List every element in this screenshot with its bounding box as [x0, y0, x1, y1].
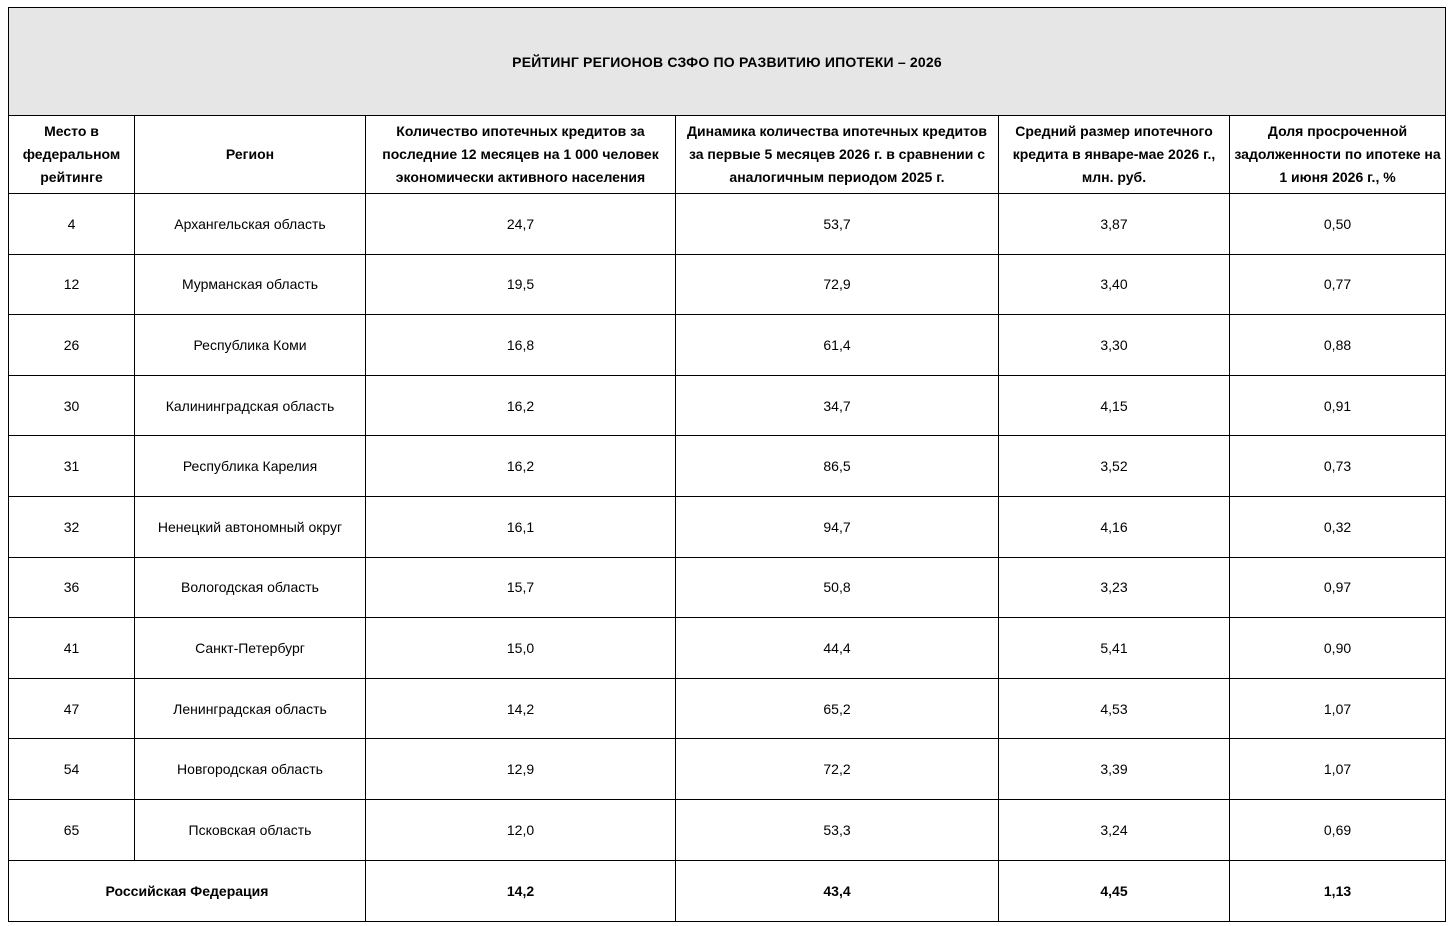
total-loans-per-1000: 14,2 [366, 860, 676, 921]
table-row [9, 315, 1446, 376]
cell-dynamics: 72,2 [676, 739, 999, 800]
table-row [9, 436, 1446, 497]
cell-dynamics: 34,7 [676, 375, 999, 436]
cell-dynamics: 72,9 [676, 254, 999, 315]
cell-overdue: 0,50 [1230, 194, 1446, 255]
cell-avg-size: 4,15 [999, 375, 1230, 436]
cell-loans-per-1000: 14,2 [366, 678, 676, 739]
header-overdue: Доля просроченной задолженности по ипотеке на 1 июня 2026 г., % [1230, 116, 1446, 194]
header-dynamics: Динамика количества ипотечных кредитов за первые 5 месяцев 2026 г. в сравнении с аналогичным периодом 2025 г. [676, 116, 999, 194]
cell-dynamics: 53,7 [676, 194, 999, 255]
header-row [9, 116, 1446, 194]
cell-avg-size: 3,39 [999, 739, 1230, 800]
cell-overdue: 0,32 [1230, 496, 1446, 557]
cell-overdue: 0,69 [1230, 799, 1446, 860]
cell-region: Санкт-Петербург [135, 618, 366, 679]
title-row [9, 8, 1446, 116]
cell-avg-size: 3,87 [999, 194, 1230, 255]
cell-rank: 54 [9, 739, 135, 800]
cell-loans-per-1000: 16,8 [366, 315, 676, 376]
cell-dynamics: 94,7 [676, 496, 999, 557]
table-row [9, 375, 1446, 436]
cell-overdue: 0,77 [1230, 254, 1446, 315]
cell-region: Ненецкий автономный округ [135, 496, 366, 557]
cell-rank: 36 [9, 557, 135, 618]
cell-rank: 65 [9, 799, 135, 860]
table-row [9, 799, 1446, 860]
cell-loans-per-1000: 16,2 [366, 375, 676, 436]
cell-rank: 31 [9, 436, 135, 497]
cell-dynamics: 65,2 [676, 678, 999, 739]
cell-overdue: 0,91 [1230, 375, 1446, 436]
cell-overdue: 1,07 [1230, 678, 1446, 739]
cell-rank: 26 [9, 315, 135, 376]
cell-dynamics: 44,4 [676, 618, 999, 679]
cell-loans-per-1000: 15,7 [366, 557, 676, 618]
cell-avg-size: 5,41 [999, 618, 1230, 679]
cell-region: Вологодская область [135, 557, 366, 618]
cell-region: Ленинградская область [135, 678, 366, 739]
cell-overdue: 0,97 [1230, 557, 1446, 618]
cell-loans-per-1000: 12,0 [366, 799, 676, 860]
cell-avg-size: 3,23 [999, 557, 1230, 618]
cell-rank: 30 [9, 375, 135, 436]
table-title: РЕЙТИНГ РЕГИОНОВ СЗФО ПО РАЗВИТИЮ ИПОТЕКИ – 2026 [9, 8, 1446, 116]
cell-loans-per-1000: 15,0 [366, 618, 676, 679]
cell-loans-per-1000: 19,5 [366, 254, 676, 315]
cell-loans-per-1000: 24,7 [366, 194, 676, 255]
cell-loans-per-1000: 12,9 [366, 739, 676, 800]
cell-region: Республика Карелия [135, 436, 366, 497]
cell-avg-size: 3,24 [999, 799, 1230, 860]
cell-dynamics: 50,8 [676, 557, 999, 618]
cell-rank: 32 [9, 496, 135, 557]
cell-region: Псковская область [135, 799, 366, 860]
cell-overdue: 1,07 [1230, 739, 1446, 800]
cell-region: Архангельская область [135, 194, 366, 255]
cell-region: Республика Коми [135, 315, 366, 376]
cell-avg-size: 3,52 [999, 436, 1230, 497]
total-row [9, 860, 1446, 921]
table-row [9, 678, 1446, 739]
table-row [9, 254, 1446, 315]
cell-rank: 12 [9, 254, 135, 315]
total-dynamics: 43,4 [676, 860, 999, 921]
header-avg-size: Средний размер ипотечного кредита в январе-мае 2026 г., млн. руб. [999, 116, 1230, 194]
cell-overdue: 0,88 [1230, 315, 1446, 376]
cell-loans-per-1000: 16,2 [366, 436, 676, 497]
header-rank: Место в федеральном рейтинге [9, 116, 135, 194]
table-row [9, 557, 1446, 618]
cell-avg-size: 3,40 [999, 254, 1230, 315]
cell-rank: 47 [9, 678, 135, 739]
cell-avg-size: 4,53 [999, 678, 1230, 739]
total-label: Российская Федерация [9, 860, 366, 921]
cell-avg-size: 4,16 [999, 496, 1230, 557]
cell-rank: 4 [9, 194, 135, 255]
cell-rank: 41 [9, 618, 135, 679]
header-loans-per-1000: Количество ипотечных кредитов за последние 12 месяцев на 1 000 человек экономически активного населения [366, 116, 676, 194]
cell-avg-size: 3,30 [999, 315, 1230, 376]
table-row [9, 194, 1446, 255]
total-avg-size: 4,45 [999, 860, 1230, 921]
table-row [9, 496, 1446, 557]
header-region: Регион [135, 116, 366, 194]
table-row [9, 739, 1446, 800]
table-row [9, 618, 1446, 679]
cell-overdue: 0,90 [1230, 618, 1446, 679]
mortgage-rating-table [8, 7, 1446, 922]
cell-region: Новгородская область [135, 739, 366, 800]
cell-dynamics: 61,4 [676, 315, 999, 376]
cell-dynamics: 86,5 [676, 436, 999, 497]
cell-region: Мурманская область [135, 254, 366, 315]
total-overdue: 1,13 [1230, 860, 1446, 921]
cell-dynamics: 53,3 [676, 799, 999, 860]
cell-region: Калининградская область [135, 375, 366, 436]
cell-loans-per-1000: 16,1 [366, 496, 676, 557]
cell-overdue: 0,73 [1230, 436, 1446, 497]
